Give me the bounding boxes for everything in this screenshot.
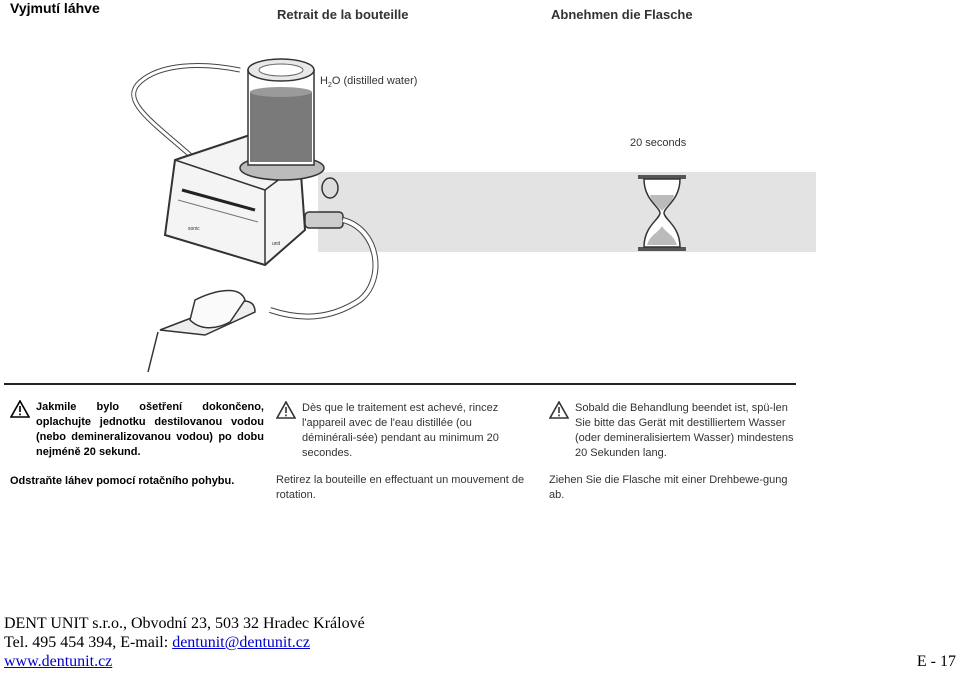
bottle-label: $H_2O$ (distilled water) bbox=[320, 75, 418, 89]
french-instruction-text: Retirez la bouteille en effectuant un mouvement de rotation. bbox=[276, 474, 525, 501]
heading-french: Retrait de la bouteille bbox=[277, 7, 409, 22]
section-divider bbox=[4, 383, 796, 385]
phone-text: Tel. 495 454 394, E-mail: bbox=[4, 634, 173, 651]
german-warning-text: Sobald die Behandlung beendet ist, spü-len Sie bitte das Gerät mit destilliertem Wasser (oder demineralisiertem Wasser) mindestens 20 Sekunden lang. bbox=[575, 402, 794, 459]
contact-line bbox=[4, 633, 956, 652]
website-link[interactable]: www.dentunit.cz bbox=[4, 653, 113, 670]
email-link[interactable]: dentunit@dentunit.cz bbox=[172, 634, 310, 651]
german-column bbox=[549, 401, 799, 503]
warning-icon bbox=[549, 401, 569, 419]
website-line bbox=[4, 652, 956, 671]
warning-icon bbox=[10, 400, 30, 418]
device-illustration bbox=[0, 40, 960, 385]
timer-label: 20 seconds bbox=[630, 137, 687, 149]
heading-czech: Vyjmutí láhve bbox=[10, 0, 100, 16]
czech-column bbox=[10, 400, 264, 489]
french-warning-text: Dès que le traitement est achevé, rincez l'appareil avec de l'eau distillée (ou déminérali-sée) pendant au minimum 20 secondes. bbox=[302, 402, 499, 459]
company-address: DENT UNIT s.r.o., Obvodní 23, 503 32 Hradec Králové bbox=[4, 615, 365, 632]
heading-german: Abnehmen die Flasche bbox=[551, 7, 693, 22]
czech-instruction-text: Odstraňte láhev pomocí rotačního pohybu. bbox=[10, 475, 235, 487]
timer-band bbox=[318, 172, 816, 252]
page-number: E - 17 bbox=[916, 653, 956, 670]
french-column bbox=[276, 401, 528, 503]
warning-icon bbox=[276, 401, 296, 419]
czech-warning-text: Jakmile bylo ošetření dokončeno, oplachujte jednotku destilovanou vodou (nebo demineralizovanou vodou) po dobu nejméně 20 sekund. bbox=[36, 401, 264, 458]
svg-text:unit: unit bbox=[272, 241, 281, 247]
svg-text:sonic: sonic bbox=[188, 226, 200, 232]
page-footer bbox=[4, 614, 956, 671]
german-instruction-text: Ziehen Sie die Flasche mit einer Drehbewe-gung ab. bbox=[549, 474, 788, 501]
